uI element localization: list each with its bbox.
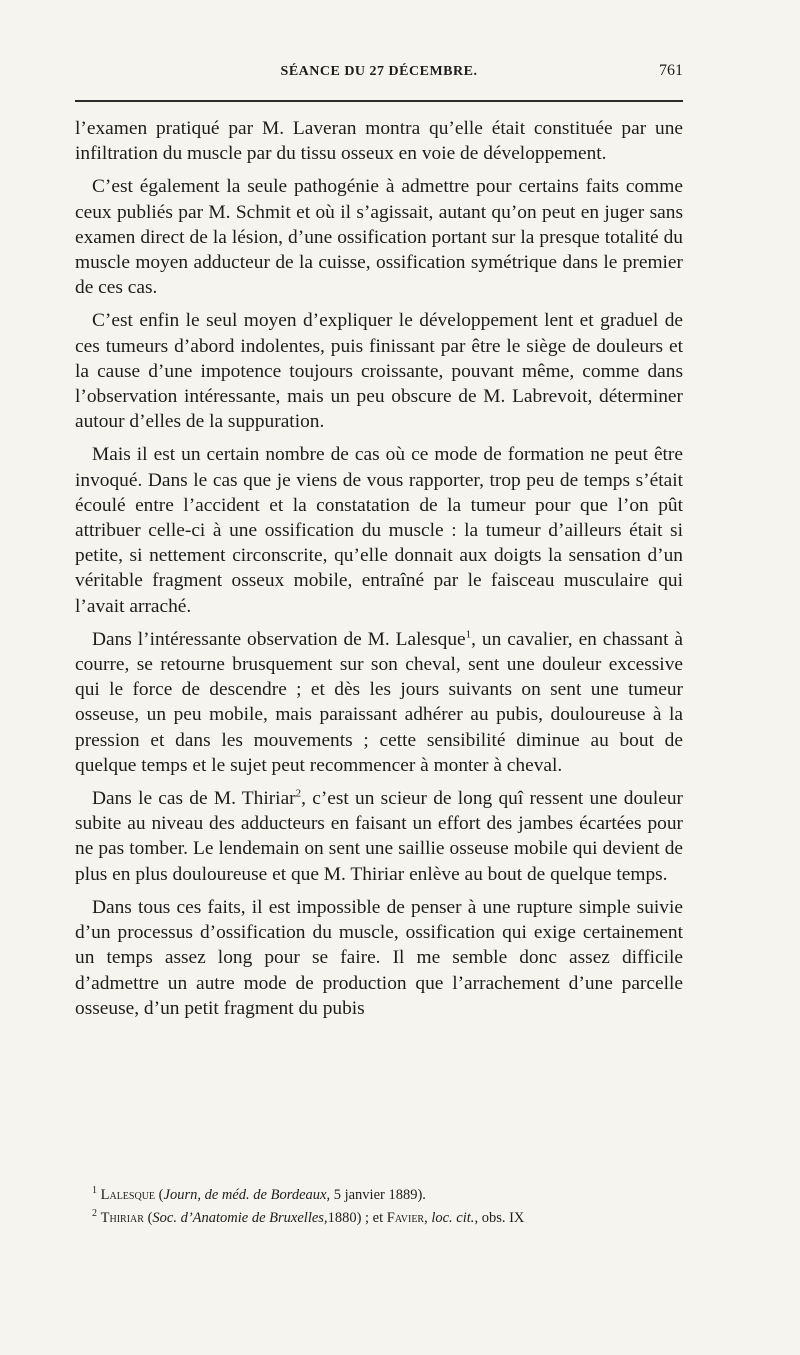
footnote-1-open: ( [155,1187,164,1203]
footnote-2-source: Soc. d’Anatomie de Bruxelles, [152,1210,328,1226]
footnotes [75,1184,683,1230]
footnote-1-author: Lalesque [100,1187,156,1203]
footnote-2 [75,1207,683,1230]
paragraph-6-text-a: Dans le cas de M. Thiriar [92,788,296,810]
footnote-1-marker: 1 [92,1185,97,1197]
footnote-2-open: ( [143,1210,153,1226]
paragraph-1: l’examen pratiqué par M. Laveran montra qu’elle était constituée par une infiltration du muscle par du tissu osseux en voie de développement. [75,118,683,165]
footnote-2-marker: 2 [92,1208,97,1220]
paragraph-4: Mais il est un certain nombre de cas où ce mode de formation ne peut être invoqué. Dans le cas que je viens de vous rapporter, trop peu de temps s’était écoulé entre l’accident et la constatation de la tumeur pour que l’on pût attribuer celle-ci à une ossification du muscle : la tumeur d’ailleurs était si petite, si nettement circonscrite, qu’elle donnait aux doigts la sensation d’un véritable fragment osseux mobile, entraîné par le faisceau musculaire qui l’avait arraché. [75,444,683,617]
footnote-2-author2: Favier [386,1210,425,1226]
running-header [75,60,683,90]
paragraph-2: C’est également la seule pathogénie à admettre pour certains faits comme ceux publiés par M. Schmit et où il s’agissait, autant qu’on peut en juger sans examen direct de la lésion, d’une ossification portant sur la presque totalité du muscle moyen adducteur de la cuisse, ossification symétrique dans le premier de ces cas. [75,176,683,299]
paragraph-7: Dans tous ces faits, il est impossible de penser à une rupture simple suivie d’un processus d’ossification du muscle, ossification qui exige certainement un temps assez long pour se faire. Il me semble donc assez difficile d’admettre un autre mode de production que l’arrachement d’une parcelle osseuse, d’un petit fragment du pubis [75,896,683,1019]
paragraph-5-text-a: Dans l’intéressante observation de M. Lalesque [92,628,466,650]
paragraph-3: C’est enfin le seul moyen d’expliquer le développement lent et graduel de ces tumeurs d’abord indolentes, puis finissant par être le siège de douleurs et la cause d’une impotence toujours croissante, pouvant même, comme dans l’observation intéressante, mais un peu obscure de M. Labrevoit, déterminer autour d’elles de la suppuration. [75,310,683,433]
footnote-ref-2: 2 [295,787,302,800]
paragraph-6 [75,786,683,887]
footnote-2-mid: 1880) ; et [327,1210,387,1226]
footnote-2-author: Thiriar [100,1210,144,1226]
footnote-2-comma: , [424,1210,432,1226]
footnote-2-ref: loc. cit. [431,1210,475,1226]
body-text [75,116,683,1029]
page-number: 761 [659,62,683,79]
footnote-1-source: Journ, de méd. de Bordeaux, [163,1187,331,1203]
paragraph-5-text-b: , un cavalier, en chassant à courre, se retourne brusquement sur son cheval, sent une douleur excessive qui le force de descendre ; et dès les jours suivants on sent une tumeur osseuse, un peu mobile, mais paraissant adhérer au pubis, douloureuse à la pression et dans les mouvements ; cette sensibilité diminue au bout de quelque temps et le sujet peut recommencer à monter à cheval. [75,628,683,776]
footnote-2-rest: , obs. IX [474,1210,525,1226]
header-title: SÉANCE DU 27 DÉCEMBRE. [280,64,478,79]
footnote-ref-1: 1 [465,628,472,641]
footnote-1 [75,1184,683,1207]
footnote-1-rest: 5 janvier 1889). [330,1187,426,1203]
header-rule [75,100,683,102]
paragraph-5 [75,627,683,778]
paragraph-6-text-b: , c’est un scieur de long quî ressent une douleur subite au niveau des adducteurs en faisant un effort des jambes écartées pour ne pas tomber. Le lendemain on sent une saillie osseuse mobile qui devient de plus en plus douloureuse et que M. Thiriar enlève au bout de quelque temps. [75,788,683,885]
